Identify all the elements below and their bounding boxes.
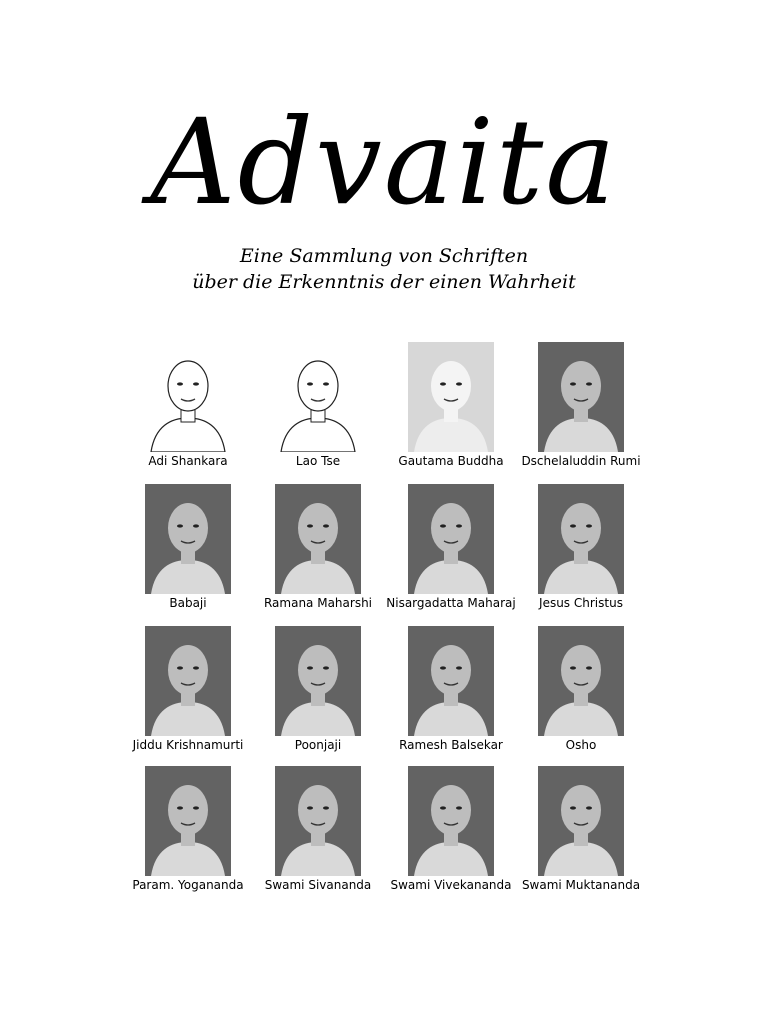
portrait-caption: Adi Shankara — [148, 454, 228, 468]
portrait-caption: Param. Yogananda — [132, 878, 244, 892]
portrait-card — [386, 766, 516, 892]
portrait-image — [408, 766, 494, 876]
portrait-card — [516, 342, 646, 468]
portrait-card — [516, 766, 646, 892]
portrait-card — [516, 484, 646, 610]
portrait-card — [253, 626, 383, 752]
portrait-caption: Nisargadatta Maharaj — [386, 596, 516, 610]
portrait-image — [275, 626, 361, 736]
portrait-card — [253, 484, 383, 610]
portrait-image — [145, 626, 231, 736]
subtitle-line-1: Eine Sammlung von Schriften — [239, 245, 529, 267]
portrait-card — [123, 342, 253, 468]
portrait-image — [538, 766, 624, 876]
portrait-image — [275, 484, 361, 594]
portrait-caption: Jiddu Krishnamurti — [132, 738, 244, 752]
portrait-caption: Gautama Buddha — [398, 454, 504, 468]
subtitle-line-2: über die Erkenntnis der einen Wahrheit — [192, 271, 576, 293]
document-title: Advaita — [150, 93, 618, 231]
portrait-card — [123, 766, 253, 892]
portrait-caption: Babaji — [169, 596, 207, 610]
portrait-caption: Swami Muktananda — [521, 878, 641, 892]
portrait-image — [145, 766, 231, 876]
portrait-caption: Swami Vivekananda — [390, 878, 512, 892]
portrait-image — [408, 342, 494, 452]
portrait-caption: Dschelaluddin Rumi — [521, 454, 641, 468]
portrait-caption: Swami Sivananda — [264, 878, 372, 892]
portrait-card — [123, 484, 253, 610]
portrait-card — [253, 766, 383, 892]
portrait-image — [408, 484, 494, 594]
portrait-caption: Ramesh Balsekar — [399, 738, 503, 752]
portrait-caption: Osho — [565, 738, 597, 752]
portrait-image — [275, 766, 361, 876]
portrait-image — [538, 342, 624, 452]
portrait-caption: Lao Tse — [295, 454, 341, 468]
portrait-image — [145, 342, 231, 452]
portrait-image — [275, 342, 361, 452]
portrait-caption: Ramana Maharshi — [263, 596, 373, 610]
portrait-card — [123, 626, 253, 752]
portrait-caption: Jesus Christus — [539, 596, 623, 610]
portrait-image — [145, 484, 231, 594]
portrait-card — [386, 342, 516, 468]
portrait-card — [253, 342, 383, 468]
portrait-card — [386, 626, 516, 752]
portrait-card — [386, 484, 516, 610]
document-subtitle — [0, 243, 768, 295]
portrait-image — [538, 484, 624, 594]
portrait-image — [538, 626, 624, 736]
portrait-caption: Poonjaji — [294, 738, 342, 752]
portrait-image — [408, 626, 494, 736]
portrait-card — [516, 626, 646, 752]
